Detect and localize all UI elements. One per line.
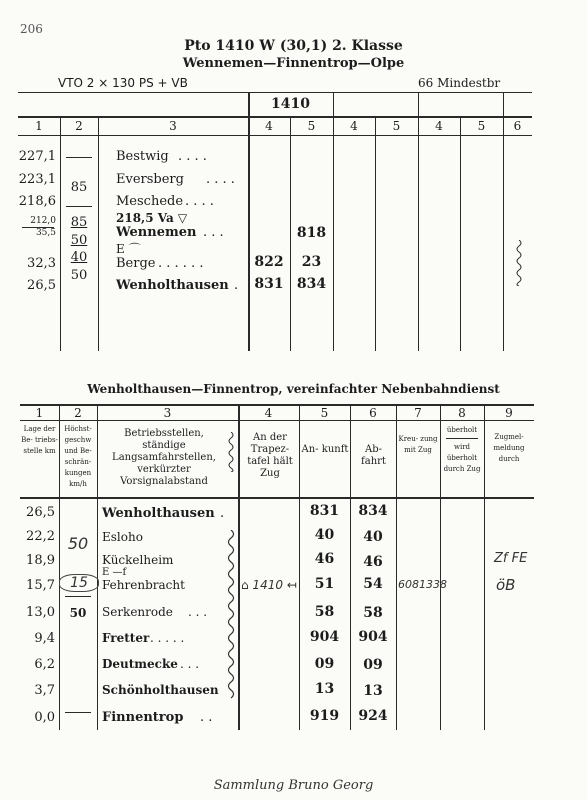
station-name: Eversberg [116, 172, 184, 187]
top-rule-1 [18, 92, 532, 93]
km-value: 223,1 [18, 172, 56, 187]
col-num: 5 [392, 119, 401, 133]
top-rule-3 [18, 135, 532, 136]
station-name: Finnentrop [102, 710, 184, 725]
departure-time: 818 [296, 225, 327, 241]
station-name: Fehrenbracht [102, 578, 185, 592]
departure-time: 09 [363, 657, 383, 673]
station-dots: . . . . [178, 149, 207, 164]
km-value: 9,4 [34, 631, 55, 646]
station-dots: . . . [203, 225, 224, 240]
km-value: 227,1 [18, 149, 56, 164]
km-value: 3,7 [34, 683, 55, 698]
km-value: 18,9 [26, 553, 55, 568]
km-value: 26,5 [27, 278, 56, 293]
station-name: Fretter [102, 631, 150, 645]
bottom-vline [97, 404, 98, 730]
header-speed: Höchst- geschw und Be- schrän- kungen km/h [64, 425, 92, 488]
col-num: 1 [35, 119, 43, 133]
collection-credit: Sammlung Bruno Georg [213, 778, 374, 793]
km-value: 13,0 [26, 605, 55, 620]
station-name: Meschede [116, 194, 184, 209]
speed-value: 50 [70, 268, 88, 283]
header-overtakes-rule [446, 438, 478, 439]
station-dots: . . . . [185, 194, 214, 209]
col-num: 9 [505, 406, 513, 420]
speed-value: 85 [70, 215, 88, 230]
col-num: 4 [350, 119, 358, 133]
col-num: 5 [477, 119, 486, 133]
col-num: 4 [435, 119, 443, 133]
bottom-vline [484, 404, 485, 730]
speed-value: 50 [69, 606, 87, 620]
speed-value: 40 [70, 250, 88, 265]
arrival-time: 51 [314, 576, 335, 592]
col-num: 4 [265, 119, 273, 133]
departure-time: 40 [363, 529, 383, 545]
station-name: Schönholthausen [102, 683, 219, 697]
station-name: Esloho [102, 530, 143, 544]
bottom-vline [396, 404, 397, 730]
km-value: 22,2 [26, 529, 55, 544]
col-num: 4 [264, 406, 273, 420]
speed-divider [65, 712, 91, 713]
km-value: 15,7 [26, 578, 55, 593]
station-dots: . . . . . . [158, 256, 204, 271]
wavy-line-marker [227, 432, 235, 472]
signal-info: 218,5 Va ▽ [116, 211, 188, 225]
km-value: 218,6 [18, 194, 56, 209]
header-km: Lage der Be- triebs- stelle km [21, 425, 58, 455]
col-num: 6 [513, 119, 522, 133]
departure-time: 834 [358, 503, 388, 519]
signal-e: E —f [102, 567, 127, 578]
departure-time: 23 [301, 254, 322, 270]
arrival-time: 831 [254, 276, 284, 292]
page-number: 206 [20, 22, 43, 36]
speed-divider [66, 157, 92, 158]
col-num: 8 [458, 406, 466, 420]
arrival-time: 09 [314, 656, 335, 672]
signal-e: E ⌒ [116, 242, 141, 256]
col-num: 1 [35, 406, 44, 420]
station-name: Wenholthausen [116, 278, 229, 293]
vehicle-info: VTO 2 × 130 PS + VB [58, 76, 188, 90]
header-arrival: An- kunft [301, 444, 349, 455]
departure-time: 834 [296, 276, 327, 292]
header-departure: Ab- fahrt [361, 444, 386, 467]
km-value: 26,5 [26, 505, 55, 520]
station-dots: . . [200, 710, 213, 725]
col-num: 5 [307, 119, 316, 133]
departure-time: 58 [363, 605, 383, 621]
top-route: Wennemen—Finnentrop—Olpe [182, 56, 405, 71]
station-name: Wennemen [116, 225, 197, 240]
col-num: 7 [414, 406, 422, 420]
top-rule-2 [18, 116, 532, 118]
station-dots: . . . [188, 605, 208, 619]
departure-time: 46 [363, 554, 383, 570]
station-name: Kückelheim [102, 553, 174, 567]
speed-divider [65, 596, 91, 597]
station-dots: . . . . [206, 172, 235, 187]
col-num: 6 [369, 406, 377, 420]
km-fraction-bottom: 35,5 [35, 228, 56, 238]
header-overtakes: überholt [446, 426, 478, 434]
handwritten-ob: öB [496, 576, 516, 594]
bottom-vline [238, 404, 240, 730]
arrival-time: 46 [314, 551, 335, 567]
departure-time: 54 [363, 576, 383, 592]
station-name: Deutmecke [102, 657, 178, 671]
speed-value: 50 [70, 233, 88, 248]
station-name: Wenholthausen [102, 506, 215, 521]
top-vline [460, 116, 461, 351]
speed-value: 50 [67, 534, 89, 553]
speed-value: 15 [59, 574, 99, 592]
col-num: 2 [75, 119, 83, 133]
handwritten-crossing: 6081338 [398, 578, 447, 591]
arrival-time: 58 [314, 604, 335, 620]
header-overtaken: wird überholt durch Zug [443, 443, 481, 473]
km-fraction-top: 212,0 [30, 216, 56, 226]
header-trapez: An der Trapez- tafel hält Zug [247, 432, 293, 479]
col-num: 3 [169, 119, 177, 133]
station-dots: . . . [180, 657, 200, 671]
train-number-header: 1410 [271, 96, 310, 112]
col-num: 5 [320, 406, 329, 420]
arrival-time: 831 [309, 503, 340, 519]
station-dots: . . . . . [150, 631, 185, 645]
handwritten-zf: Zf FE [494, 551, 528, 566]
speed-value: 85 [70, 180, 88, 195]
station-name: Serkenrode [102, 605, 173, 619]
departure-time: 904 [358, 629, 388, 645]
km-value: 6,2 [34, 657, 55, 672]
brake-info: 66 Mindestbr [418, 76, 501, 90]
top-vline [98, 116, 99, 351]
top-vline [375, 116, 376, 351]
speed-divider [66, 206, 92, 207]
arrival-time: 822 [254, 254, 284, 270]
km-value: 0,0 [34, 710, 55, 725]
station-dots: . [220, 506, 225, 521]
slow-zone-marker [226, 530, 236, 700]
arrival-time: 919 [309, 708, 340, 724]
arrival-time: 904 [309, 629, 340, 645]
bottom-title: Wenholthausen—Finnentrop, vereinfachter Nebenbahndienst [87, 382, 500, 396]
departure-time: 924 [358, 708, 388, 724]
station-name: Berge [116, 256, 156, 271]
km-value: 32,3 [27, 256, 56, 271]
col-num: 2 [74, 406, 82, 420]
station-dots: . [234, 278, 239, 293]
wavy-line-marker [515, 240, 523, 286]
header-report: Zugmel- meldung durch [493, 433, 525, 463]
station-name: Bestwig [116, 149, 169, 164]
arrival-time: 40 [314, 527, 335, 543]
arrival-time: 13 [314, 681, 335, 697]
handwritten-trapez: ⌂ 1410 ↤ [241, 578, 297, 592]
departure-time: 13 [363, 683, 383, 699]
header-crossing: Kreu- zung mit Zug [398, 435, 438, 454]
header-stations: Betriebsstellen, ständige Langsamfahrstellen, verkürzter Vorsignalabstand [112, 428, 216, 487]
top-title: Pto 1410 W (30,1) 2. Klasse [184, 38, 403, 54]
col-num: 3 [163, 406, 172, 420]
